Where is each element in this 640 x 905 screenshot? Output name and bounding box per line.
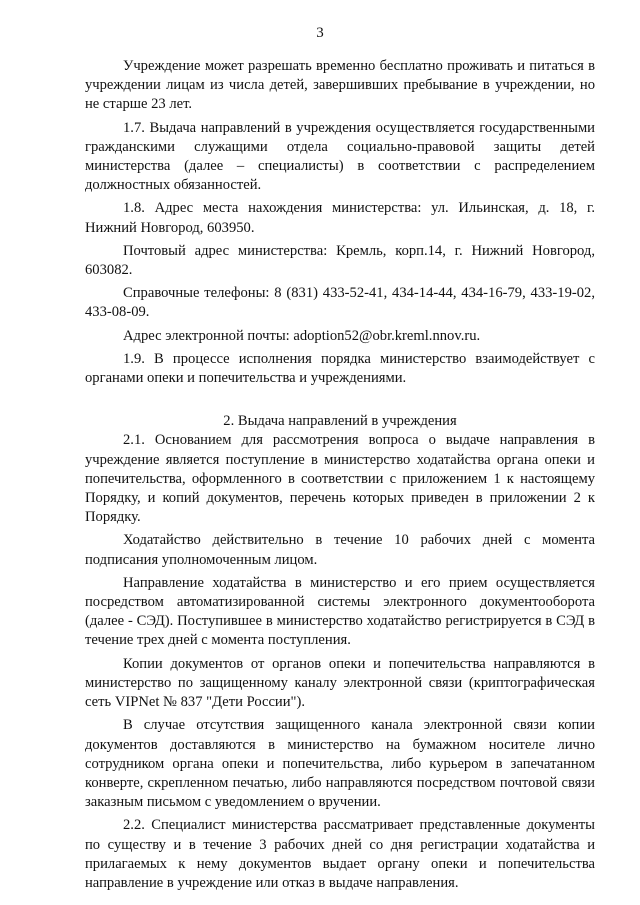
paragraph-vipnet: Копии документов от органов опеки и попечительства направляются в министерство по защищенному каналу электронной связи (криптографическая сеть VIPNet № 837 "Дети России"). [85, 655, 595, 711]
paragraph-1-9: 1.9. В процессе исполнения порядка министерство взаимодействует с органами опеки и попечительства и учреждениями. [85, 350, 595, 387]
paragraph-email: Адрес электронной почты: adoption52@obr.kreml.nnov.ru. [123, 327, 481, 344]
paragraph-1-7: 1.7. Выдача направлений в учреждения осуществляется государственными гражданскими служащими отдела социально-правовой защиты детей министерства (далее – специалисты) в соответствии с распределением должностных обязанностей. [85, 119, 595, 194]
paragraph-petition-validity: Ходатайство действительно в течение 10 рабочих дней с момента подписания уполномоченным лицом. [85, 532, 595, 568]
paragraph-postal-address: Почтовый адрес министерства: Кремль, корп.14, г. Нижний Новгород, 603082. [85, 242, 595, 279]
paragraph-2-1: 2.1. Основанием для рассмотрения вопроса о выдаче направления в учреждение является поступление в министерство ходатайства органа опеки и попечительства, оформленного в соответствии с приложением 1 к настоящему Порядку, и копий документов, перечень которых приведен в приложении 2 к Порядку. [85, 432, 595, 526]
paragraph-sed: Направление ходатайства в министерство и его прием осуществляется посредством автоматизированной системы электронного документооборота (далее - СЭД). Поступившее в министерство ходатайство регистрируется в СЭД в течение трех дней с момента поступления. [85, 574, 595, 649]
paragraph-phones: Справочные телефоны: 8 (831) 433-52-41, 434-14-44, 434-16-79, 433-19-02, 433-08-09. [85, 285, 595, 321]
document-body [85, 57, 595, 893]
paragraph-paper-delivery: В случае отсутствия защищенного канала электронной связи копии документов доставляются в министерство на бумажном носителе лично сотрудником органа опеки и попечительства, либо курьером в запечатанном конверте, скрепленном печатью, либо направляются посредством почтовой связи заказным письмом с уведомлением о вручении. [85, 717, 595, 811]
paragraph-temporary-residence: Учреждение может разрешать временно бесплатно проживать и питаться в учреждении лицам из числа детей, завершивших пребывание в учреждении, но не старше 23 лет. [85, 58, 595, 113]
paragraph-1-8-address: 1.8. Адрес места нахождения министерства: ул. Ильинская, д. 18, г. Нижний Новгород, 603950. [85, 200, 595, 236]
page-number: 3 [316, 25, 324, 41]
paragraph-2-2: 2.2. Специалист министерства рассматривает представленные документы по существу и в течение 3 рабочих дней со дня регистрации ходатайства и прилагаемых к нему документов выдает органу опеки и попечительства направление в учреждение или отказ в выдаче направления. [85, 817, 595, 891]
section-2-heading: 2. Выдача направлений в учреждения [223, 413, 457, 430]
